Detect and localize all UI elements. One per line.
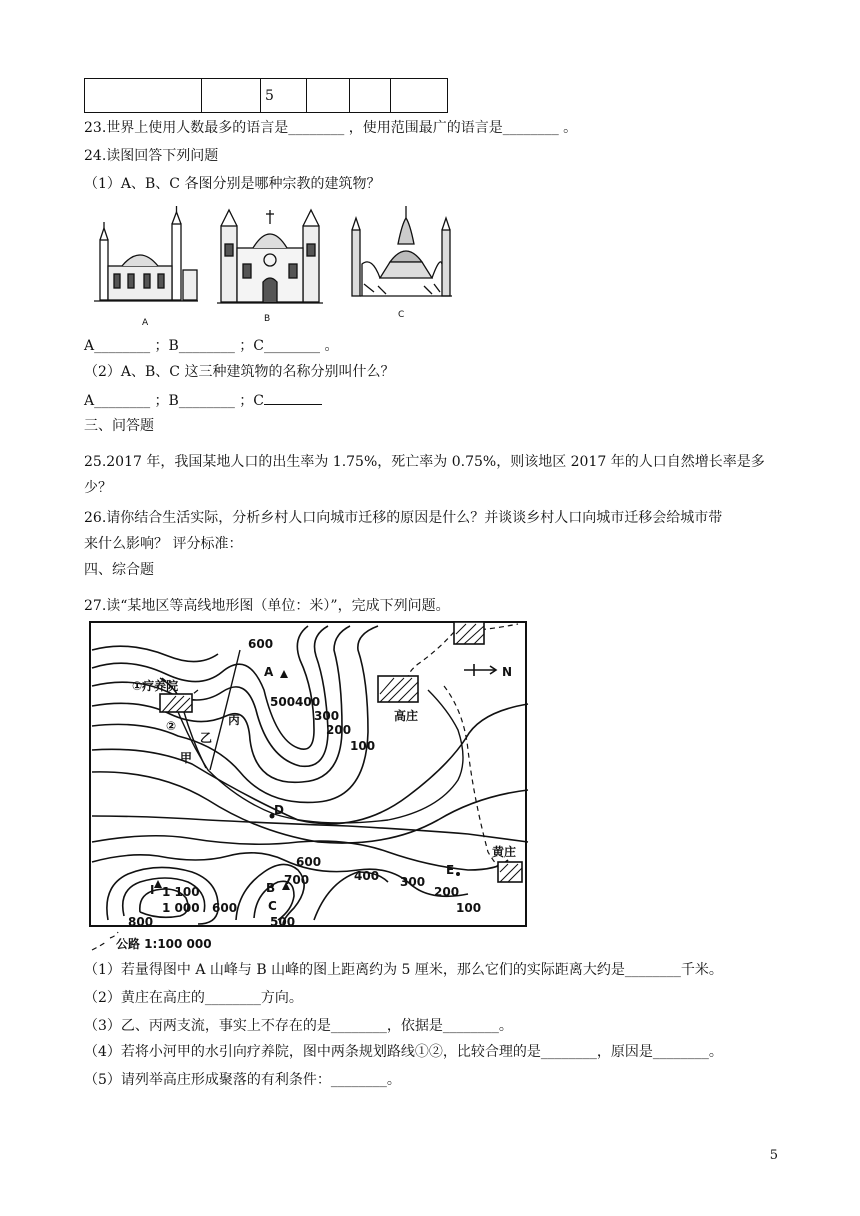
table-cell: 5 bbox=[261, 79, 307, 113]
question-27-sub4: （4）若将小河甲的水引向疗养院，图中两条规划路线①②，比较合理的是________，原因是________。 bbox=[84, 1044, 723, 1060]
question-24-answer2-row bbox=[84, 390, 322, 411]
contour-label: 800 bbox=[128, 915, 154, 929]
label-huangzhuang: 黄庄 bbox=[492, 845, 517, 859]
map-legend: 公路 1:100 000 bbox=[116, 937, 212, 951]
label-d: D bbox=[274, 803, 284, 817]
contour-label: 200 bbox=[326, 723, 352, 737]
table-row bbox=[85, 79, 448, 113]
contour-label: 500 bbox=[270, 915, 296, 929]
contour-label: 300 bbox=[314, 709, 340, 723]
table-cell bbox=[391, 79, 448, 113]
contour-map bbox=[88, 620, 530, 954]
question-27-sub5: （5）请列举高庄形成聚落的有利条件：________。 bbox=[84, 1072, 401, 1088]
contour-label: 500400 bbox=[270, 695, 321, 709]
question-25-line1: 25.2017 年，我国某地人口的出生率为 1.75%，死亡率为 0.75%，则该地区 2017 年的人口自然增长率是多 bbox=[84, 454, 765, 470]
question-24-title: 24.读图回答下列问题 bbox=[84, 148, 219, 164]
page-number: 5 bbox=[769, 1148, 778, 1163]
label-peak-b: B bbox=[266, 881, 276, 895]
contour-label: 100 bbox=[456, 901, 482, 915]
label-yi: 乙 bbox=[200, 731, 213, 745]
label-i: I bbox=[150, 883, 155, 897]
label-north: N bbox=[502, 665, 513, 679]
label-gaozhuang: 高庄 bbox=[394, 709, 419, 723]
contour-label: 600 bbox=[296, 855, 322, 869]
question-25-line2: 少？ bbox=[84, 480, 112, 496]
contour-label: 1 000 bbox=[162, 901, 200, 915]
temple-illustration bbox=[350, 204, 462, 300]
question-26-line2: 来什么影响？ 评分标准： bbox=[84, 536, 243, 552]
caption-b: B bbox=[264, 314, 271, 324]
caption-c: C bbox=[398, 310, 405, 320]
label-c: C bbox=[268, 899, 277, 913]
question-26-line1: 26.请你结合生活实际，分析乡村人口向城市迁移的原因是什么？并谈谈乡村人口向城市迁移会给城市带 bbox=[84, 510, 723, 526]
contour-label: 700 bbox=[284, 873, 310, 887]
question-27-sub3: （3）乙、丙两支流，事实上不存在的是________，依据是________。 bbox=[84, 1018, 513, 1034]
question-23: 23.世界上使用人数最多的语言是________ ，使用范围最广的语言是________ 。 bbox=[84, 120, 578, 136]
contour-label: 400 bbox=[354, 869, 380, 883]
table-cell bbox=[85, 79, 202, 113]
label-bing: 丙 bbox=[228, 713, 241, 727]
label-jia: 甲 bbox=[180, 751, 193, 765]
contour-label: 600 bbox=[212, 901, 238, 915]
caption-a: A bbox=[142, 318, 149, 328]
question-24-sub2: （2）A、B、C 这三种建筑物的名称分别叫什么？ bbox=[84, 364, 395, 380]
question-24-answer2: A________ ；B________ ；C bbox=[84, 393, 265, 409]
label-peak-a: A bbox=[264, 665, 274, 679]
table-cell bbox=[202, 79, 261, 113]
contour-label: 300 bbox=[400, 875, 426, 889]
label-e: E bbox=[446, 863, 455, 877]
answer-table bbox=[84, 78, 448, 113]
question-27-sub2: （2）黄庄在高庄的________方向。 bbox=[84, 990, 303, 1006]
section-3-heading: 三、问答题 bbox=[84, 418, 154, 434]
table-cell bbox=[350, 79, 391, 113]
question-27-sub1: （1）若量得图中 A 山峰与 B 山峰的图上距离约为 5 厘米，那么它们的实际距离大约是________千米。 bbox=[84, 962, 723, 978]
answer-blank bbox=[264, 390, 322, 405]
contour-label: 1 100 bbox=[162, 885, 200, 899]
contour-label: 600 bbox=[248, 637, 274, 651]
question-27-title: 27.读“某地区等高线地形图（单位：米）”，完成下列问题。 bbox=[84, 598, 450, 614]
label-sanatorium: ①疗养院 bbox=[132, 679, 179, 693]
section-4-heading: 四、综合题 bbox=[84, 562, 154, 578]
contour-label: 200 bbox=[434, 885, 460, 899]
mosque-illustration bbox=[92, 204, 200, 308]
north-block bbox=[454, 622, 484, 644]
table-cell bbox=[307, 79, 350, 113]
question-24-sub1: （1）A、B、C 各图分别是哪种宗教的建筑物？ bbox=[84, 176, 381, 192]
church-illustration bbox=[215, 204, 325, 308]
label-circle2: ② bbox=[166, 719, 177, 733]
question-24-answer1: A________ ；B________ ；C________ 。 bbox=[84, 338, 339, 354]
contour-label: 100 bbox=[350, 739, 376, 753]
road-legend-line bbox=[92, 932, 118, 950]
